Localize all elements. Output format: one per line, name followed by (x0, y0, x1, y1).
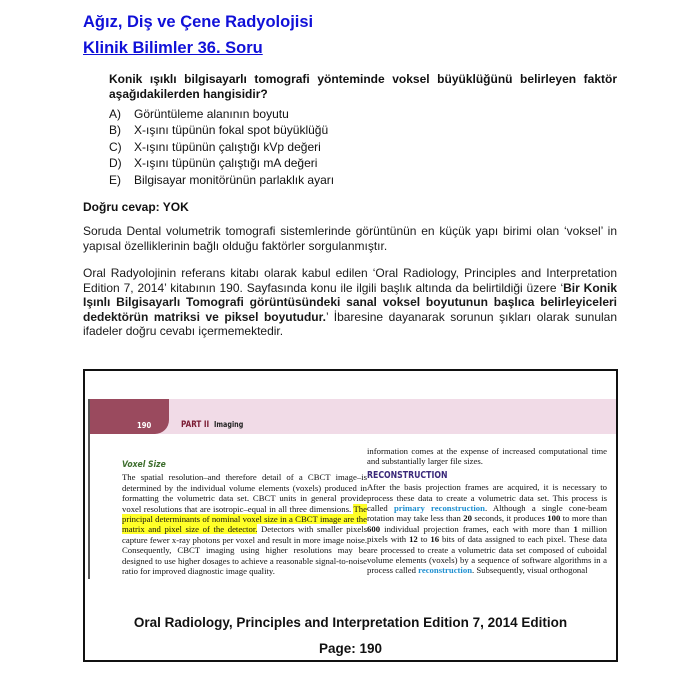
book-link-reconstruction[interactable]: reconstruction (418, 565, 473, 576)
explanation-paragraph-2 (83, 266, 617, 339)
book-part: PART II (181, 420, 210, 430)
book-margin-bar (88, 399, 90, 579)
book-page-number: 190 (137, 421, 152, 430)
reference-page: Page: 190 (318, 641, 383, 656)
question-text (109, 72, 617, 102)
option-letter: D) (109, 156, 122, 171)
book-number: 16 (430, 534, 440, 545)
book-page-excerpt (85, 371, 616, 606)
book-text: . Subsequently, visual orthogonal (472, 565, 588, 576)
question-ref-link[interactable]: Klinik Bilimler 36. Soru (83, 39, 263, 57)
explanation-text: Oral Radyolojinin referans kitabı olarak kabul edilen ‘Oral Radiology, Principles and Interpretation Edition 7, 2014’ kitabının 190. Sayfasında konu ile ilgili başlık altında da belirtildiği üzere ‘ (83, 266, 617, 295)
option-letter: E) (109, 172, 121, 187)
book-heading-voxel-size: Voxel Size (122, 460, 166, 470)
reference-caption: Oral Radiology, Principles and Interpretation Edition 7, 2014 Edition (133, 615, 568, 630)
book-number: 1 (573, 523, 578, 534)
book-text: bits of data assigned to each pixel. These data are processed to create a volumetric data set composed of cuboidal volume elements (voxels) by a sequence of software algorithms in a process called (367, 534, 607, 576)
option-text: X-ışını tüpünün fokal spot büyüklüğü (134, 123, 329, 138)
book-text: The spatial resolution–and therefore detail of a CBCT image–is determined by the individual volume elements (voxels) produced in formatting the volumetric data set. CBCT units in general provide voxel resolutions that are isotropic–equal in all three dimensions. (122, 472, 367, 514)
book-text: to more than (560, 513, 607, 524)
correct-answer: Doğru cevap: YOK (83, 200, 189, 214)
question-line-1: Konik ışıklı bilgisayarlı tomografi yönteminde voksel büyüklüğünü belirleyen faktör (109, 72, 617, 86)
option-e (109, 172, 334, 188)
book-text: After the basis projection frames are acquired, it is necessary to process these data to create a volumetric data set. This process is called (367, 482, 607, 514)
book-text: information comes at the expense of increased computational time and substantially larger file sizes. (367, 446, 607, 467)
explanation-quote: Bir Konik Işınlı Bilgisayarlı Tomografi görüntüsündeki sanal voksel boyutunun başlıca belirleyiceleri dedektörün matriksi ve piksel boyutudur. (83, 280, 618, 324)
book-page-tab (90, 399, 169, 434)
option-text: Bilgisayar monitörünün parlaklık ayarı (134, 172, 335, 187)
option-text: X-ışını tüpünün çalıştığı kVp değeri (134, 139, 321, 154)
option-d (109, 155, 334, 171)
option-text: X-ışını tüpünün çalıştığı mA değeri (134, 156, 318, 171)
reference-box (83, 369, 618, 662)
book-right-column (367, 446, 607, 576)
book-number: 100 (547, 513, 561, 524)
option-text: Görüntüleme alanının boyutu (134, 107, 289, 121)
book-text: seconds, it produces (471, 513, 548, 524)
option-letter: C) (109, 139, 122, 154)
book-text: Detectors with smaller pixels capture fewer x-ray photons per voxel and result in more image noise. Consequently, CBCT imaging using higher resolutions may be designed to use higher dosages to achieve a reasonable signal-to-noise ratio for improved diagnostic image quality. (122, 524, 367, 577)
book-text: . Although a single cone-beam rotation may take less than (367, 503, 607, 524)
book-number: 12 (409, 534, 418, 545)
book-text: individual projection frames, each with more than (380, 523, 574, 534)
book-number: 600 (367, 523, 381, 534)
book-text: million pixels with (367, 523, 608, 545)
option-a (109, 106, 334, 122)
book-heading-reconstruction: RECONSTRUCTION (367, 469, 448, 481)
option-letter: B) (109, 123, 121, 138)
explanation-paragraph-1: Soruda Dental volumetrik tomografi sistemlerinde görüntünün en küçük yapı birimi olan ‘voksel’ in yapısal özelliklerinin bağlı olduğu faktörler sorgulanmıştır. (83, 224, 617, 253)
option-b (109, 122, 334, 138)
option-letter: A) (109, 107, 121, 121)
book-highlighted-text: The principal determinants of nominal voxel size in a CBCT image are the matrix and pixel size of the detector. (122, 503, 367, 535)
book-number: 20 (463, 513, 472, 524)
book-part-label (181, 420, 243, 430)
explanation-text: ’ İbaresine dayanarak sorunun şıkları olarak sunulan ifadeler doğru cevabı içermemektedir. (83, 309, 618, 339)
options-list (109, 106, 334, 188)
question-line-2: aşağıdakilerden hangisidir? (109, 87, 268, 101)
book-left-column (122, 460, 367, 576)
book-link-primary-reconstruction[interactable]: primary reconstruction (393, 503, 485, 514)
subject-title: Ağız, Diş ve Çene Radyolojisi (83, 13, 314, 31)
book-section: Imaging (213, 420, 244, 429)
option-c (109, 139, 334, 155)
book-text: to (417, 534, 431, 545)
